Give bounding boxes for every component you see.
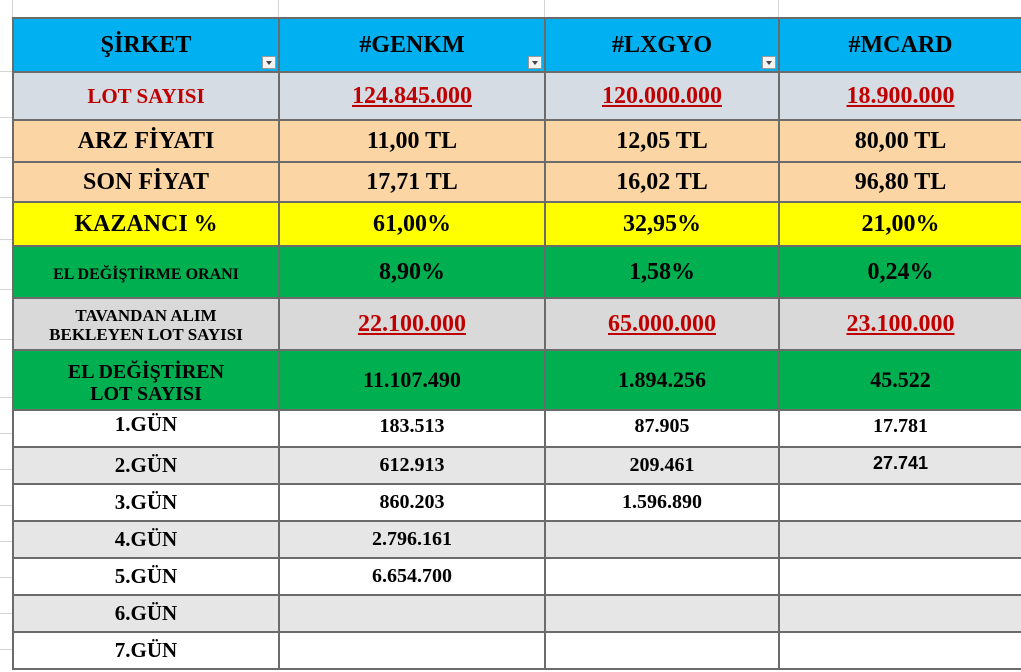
- value-cell[interactable]: [279, 484, 545, 521]
- waiting-lot-value: 23.100.000: [846, 310, 955, 337]
- value-cell[interactable]: [545, 72, 779, 120]
- day-label: 5.GÜN: [114, 564, 178, 588]
- day-label: 6.GÜN: [114, 601, 178, 625]
- turnover-rate-value: 0,24%: [867, 258, 934, 285]
- value-cell[interactable]: [279, 120, 545, 162]
- value-cell[interactable]: [779, 298, 1021, 350]
- value-cell[interactable]: [545, 350, 779, 410]
- value-cell[interactable]: [545, 521, 779, 558]
- gridline: [0, 433, 12, 434]
- filter-dropdown-button[interactable]: [528, 56, 542, 69]
- chevron-down-icon: [266, 61, 272, 65]
- day-label: 1.GÜN: [114, 412, 178, 436]
- gridline: [12, 0, 13, 17]
- value-cell[interactable]: [545, 484, 779, 521]
- gridline: [0, 289, 12, 290]
- lot-count-value: 18.900.000: [846, 82, 955, 109]
- turnover-rate-value: 1,58%: [629, 258, 695, 285]
- header-company-cell[interactable]: [13, 18, 279, 72]
- gridline: [0, 613, 12, 614]
- waiting-lot-value: 65.000.000: [608, 310, 716, 337]
- value-cell[interactable]: [279, 246, 545, 298]
- day-row: [13, 447, 1021, 484]
- gridline: [0, 649, 12, 650]
- traded-lot-value: 45.522: [870, 367, 931, 392]
- day-value: 17.781: [873, 415, 928, 437]
- gain-value: 21,00%: [861, 210, 940, 237]
- row-label-cell[interactable]: [13, 120, 279, 162]
- day-value: 2.796.161: [372, 528, 452, 550]
- header-stock-cell[interactable]: [279, 18, 545, 72]
- gridline: [0, 71, 12, 72]
- value-cell[interactable]: [545, 447, 779, 484]
- day-label: 4.GÜN: [114, 527, 178, 551]
- gridline: [0, 397, 12, 398]
- sheet-top-gridlines: [0, 0, 1021, 17]
- value-cell[interactable]: [545, 595, 779, 632]
- traded-lot-value: 1.894.256: [618, 367, 706, 392]
- value-cell[interactable]: [279, 595, 545, 632]
- gridline: [0, 197, 12, 198]
- day-row: [13, 410, 1021, 447]
- day-label: 3.GÜN: [114, 490, 178, 514]
- ipo-comparison-table: [12, 17, 1021, 670]
- header-stock-label: #GENKM: [359, 31, 465, 58]
- traded-lot-value: 11.107.490: [363, 367, 461, 392]
- row-label: EL DEĞİŞTİREN LOT SAYISI: [67, 360, 225, 405]
- value-cell[interactable]: [779, 521, 1021, 558]
- chevron-down-icon: [766, 61, 772, 65]
- row-label-cell[interactable]: [13, 202, 279, 246]
- gridline: [0, 339, 12, 340]
- gridline: [0, 117, 12, 118]
- header-stock-cell[interactable]: [545, 18, 779, 72]
- gridline: [278, 0, 279, 17]
- offer-price-value: 11,00 TL: [366, 127, 458, 154]
- row-label-cell[interactable]: [13, 246, 279, 298]
- offer-price-row: [13, 120, 1021, 162]
- day-label-cell[interactable]: [13, 410, 279, 447]
- value-cell[interactable]: [279, 298, 545, 350]
- gridline: [0, 239, 12, 240]
- gridline: [0, 577, 12, 578]
- value-cell[interactable]: [779, 350, 1021, 410]
- value-cell[interactable]: [279, 521, 545, 558]
- row-label: TAVANDAN ALIM BEKLEYEN LOT SAYISI: [49, 305, 243, 344]
- last-price-value: 96,80 TL: [854, 168, 947, 195]
- value-cell[interactable]: [279, 350, 545, 410]
- day-row: [13, 595, 1021, 632]
- day-value: 87.905: [634, 415, 690, 437]
- lot-count-value: 124.845.000: [352, 82, 472, 109]
- value-cell[interactable]: [779, 484, 1021, 521]
- day-row: [13, 558, 1021, 595]
- header-stock-label: #MCARD: [848, 31, 953, 58]
- day-label-cell[interactable]: [13, 632, 279, 669]
- row-label-cell[interactable]: [13, 298, 279, 350]
- last-price-row: [13, 162, 1021, 202]
- header-stock-label: #LXGYO: [611, 31, 712, 58]
- filter-dropdown-button[interactable]: [762, 56, 776, 69]
- row-label: SON FİYAT: [82, 168, 210, 195]
- turnover-rate-value: 8,90%: [379, 258, 445, 285]
- value-cell[interactable]: [779, 558, 1021, 595]
- value-cell[interactable]: [279, 632, 545, 669]
- day-value: 209.461: [629, 454, 695, 476]
- value-cell[interactable]: [545, 246, 779, 298]
- day-row: [13, 632, 1021, 669]
- day-label-cell[interactable]: [13, 484, 279, 521]
- offer-price-value: 12,05 TL: [616, 127, 708, 154]
- last-price-value: 16,02 TL: [616, 168, 708, 195]
- gridline: [544, 0, 545, 17]
- value-cell[interactable]: [279, 202, 545, 246]
- gridline: [0, 157, 12, 158]
- header-row: [13, 18, 1021, 72]
- day-value: 612.913: [379, 454, 445, 476]
- value-cell[interactable]: [779, 632, 1021, 669]
- value-cell[interactable]: [279, 72, 545, 120]
- row-label: KAZANCI %: [74, 210, 218, 237]
- day-label-cell[interactable]: [13, 595, 279, 632]
- header-company-label: ŞİRKET: [100, 31, 192, 58]
- waiting-lot-value: 22.100.000: [358, 310, 466, 337]
- value-cell[interactable]: [545, 632, 779, 669]
- value-cell[interactable]: [545, 558, 779, 595]
- day-value: 6.654.700: [372, 565, 452, 587]
- lot-count-row: [13, 72, 1021, 120]
- day-label: 7.GÜN: [114, 638, 178, 662]
- day-row: [13, 484, 1021, 521]
- row-label-cell[interactable]: [13, 72, 279, 120]
- value-cell[interactable]: [779, 120, 1021, 162]
- header-stock-cell[interactable]: [779, 18, 1021, 72]
- value-cell[interactable]: [779, 246, 1021, 298]
- value-cell[interactable]: [779, 595, 1021, 632]
- day-value: 27.741: [872, 453, 929, 473]
- gain-value: 61,00%: [373, 210, 451, 237]
- last-price-value: 17,71 TL: [366, 168, 458, 195]
- row-label-cell[interactable]: [13, 162, 279, 202]
- lot-count-value: 120.000.000: [602, 82, 722, 109]
- day-label-cell[interactable]: [13, 521, 279, 558]
- row-label: EL DEĞİŞTİRME ORANI: [53, 265, 239, 283]
- row-label-cell[interactable]: [13, 350, 279, 410]
- value-cell[interactable]: [545, 410, 779, 447]
- row-label: LOT SAYISI: [87, 83, 205, 108]
- value-cell[interactable]: [279, 410, 545, 447]
- gridline: [0, 541, 12, 542]
- filter-dropdown-button[interactable]: [262, 56, 276, 69]
- value-cell[interactable]: [545, 202, 779, 246]
- value-cell[interactable]: [779, 410, 1021, 447]
- day-row: [13, 521, 1021, 558]
- day-label: 2.GÜN: [114, 453, 178, 477]
- value-cell[interactable]: [779, 72, 1021, 120]
- gain-value: 32,95%: [623, 210, 701, 237]
- day-label-cell[interactable]: [13, 447, 279, 484]
- value-cell[interactable]: [779, 447, 1021, 484]
- value-cell[interactable]: [779, 162, 1021, 202]
- value-cell[interactable]: [545, 298, 779, 350]
- row-label: ARZ FİYATI: [77, 127, 215, 154]
- traded-lot-row: [13, 350, 1021, 410]
- gridline: [778, 0, 779, 17]
- value-cell[interactable]: [279, 162, 545, 202]
- day-value: 860.203: [379, 491, 445, 513]
- value-cell[interactable]: [545, 120, 779, 162]
- gridline: [0, 469, 12, 470]
- day-value: 183.513: [379, 415, 445, 437]
- day-value: 1.596.890: [622, 491, 702, 513]
- chevron-down-icon: [532, 61, 538, 65]
- turnover-rate-row: [13, 246, 1021, 298]
- value-cell[interactable]: [279, 558, 545, 595]
- gridline: [0, 505, 12, 506]
- offer-price-value: 80,00 TL: [854, 127, 947, 154]
- value-cell[interactable]: [779, 202, 1021, 246]
- ceiling-buy-waiting-row: [13, 298, 1021, 350]
- value-cell[interactable]: [545, 162, 779, 202]
- day-label-cell[interactable]: [13, 558, 279, 595]
- gain-percent-row: [13, 202, 1021, 246]
- value-cell[interactable]: [279, 447, 545, 484]
- sheet-left-gridlines: [0, 17, 12, 672]
